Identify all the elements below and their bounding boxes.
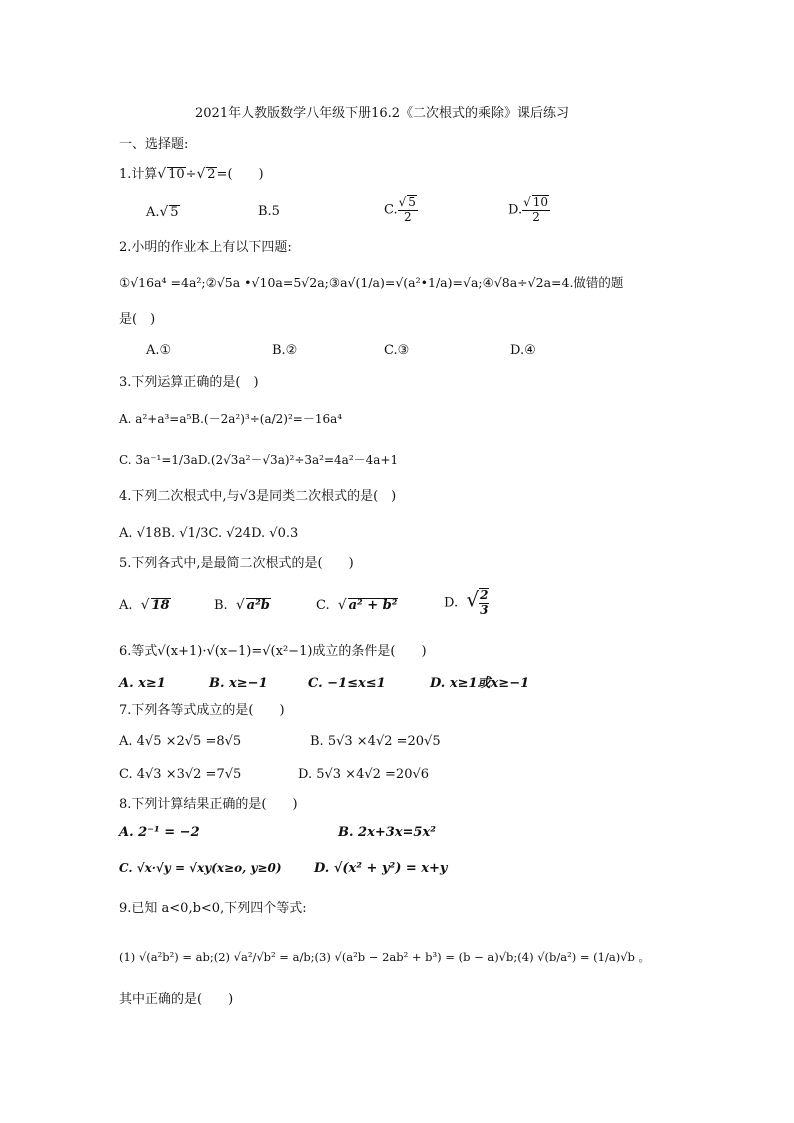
- q5-option-c: C. √ a² + b²: [316, 597, 398, 613]
- section-heading: 一、选择题:: [119, 137, 189, 152]
- q7-option-d: D. 5√3 ×4√2 =20√6: [298, 767, 430, 782]
- q6-option-a: A. x≥1: [119, 676, 166, 691]
- q1-paren: =( ): [216, 167, 264, 182]
- q2-option-a: A.①: [146, 343, 172, 358]
- q7-option-a: A. 4√5 ×2√5 =8√5: [119, 734, 242, 749]
- q2-option-b: B.②: [272, 343, 298, 358]
- question-5: 5.下列各式中,是最简二次根式的是( ): [119, 556, 354, 571]
- q8-option-c: C. √x·√y = √xy(x≥o, y≥0): [119, 861, 282, 875]
- q6-option-d: D. x≥1或x≥−1: [430, 676, 530, 691]
- q1-option-c: C. $\frac{√ 5}{2}$: [384, 195, 416, 224]
- question-3: 3.下列运算正确的是( ): [119, 375, 259, 390]
- question-6: 6.等式√(x+1)·√(x−1)=√(x²−1)成立的条件是( ): [119, 644, 427, 659]
- q6-option-b: B. x≥−1: [209, 676, 268, 691]
- q8-option-a: A. 2⁻¹ = −2: [119, 825, 200, 840]
- question-4: 4.下列二次根式中,与√3是同类二次根式的是( ): [119, 489, 397, 504]
- question-8: 8.下列计算结果正确的是( ): [119, 797, 298, 812]
- q9-tail: 其中正确的是( ): [119, 992, 234, 1007]
- question-2: 2.小明的作业本上有以下四题:: [119, 240, 292, 255]
- q1-option-a: A.√ 5: [146, 204, 179, 220]
- q2-option-d: D.④: [510, 343, 536, 358]
- q7-option-b: B. 5√3 ×4√2 =20√5: [310, 734, 441, 749]
- q3-options-cd: C. 3a⁻¹=1/3aD.(2√3a²－√3a)²÷3a²=4a²－4a+1: [119, 453, 399, 467]
- q8-option-d: D. √(x² + y²) = x+y: [314, 861, 448, 876]
- q8-option-b: B. 2x+3x=5x²: [338, 825, 436, 840]
- q9-statements: (1) √(a²b²) = ab;(2) √a²/√b² = a/b;(3) √(a²b − 2ab² + b³) = (b − a)√b;(4) √(b/a²) = (1/a)√b 。: [119, 950, 651, 964]
- q1-radicand-2: 2: [207, 167, 216, 182]
- q2-option-c: C.③: [384, 343, 410, 358]
- q1-div: ÷: [185, 167, 197, 182]
- question-1: 1.计算√ 10÷√ 2=( ): [119, 166, 264, 182]
- q5-option-a: A. √ 18: [119, 597, 170, 613]
- question-7: 7.下列各等式成立的是( ): [119, 703, 285, 718]
- q5-option-b: B. √ a²b: [214, 597, 270, 613]
- q7-option-c: C. 4√3 ×3√2 =7√5: [119, 767, 242, 782]
- q1-option-b: B.5: [258, 204, 280, 219]
- page-title: 2021年人教版数学八年级下册16.2《二次根式的乘除》课后练习: [195, 106, 570, 121]
- q1-option-d: D. $\frac{√ 10}{2}$: [508, 195, 549, 224]
- q4-options: A. √18B. √1/3C. √24D. √0.3: [119, 526, 299, 541]
- question-9: 9.已知 a<0,b<0,下列四个等式:: [119, 901, 307, 916]
- q1-radicand-1: 10: [168, 167, 185, 182]
- q2-statements: ①√16a⁴ =4a²;②√5a •√10a=5√2a;③a√(1/a)=√(a²•1/a)=√a;④√8a÷√2a=4.做错的题: [119, 275, 624, 290]
- q5-option-d: D. √ $\frac{2}{3}$: [444, 587, 489, 617]
- q2-tail: 是( ): [119, 312, 156, 327]
- q1-stem: 1.计算: [119, 167, 158, 182]
- q6-option-c: C. −1≤x≤1: [308, 676, 386, 691]
- q3-options-ab: A. a²+a³=a⁵B.(－2a²)³÷(a/2)²=－16a⁴: [119, 412, 343, 426]
